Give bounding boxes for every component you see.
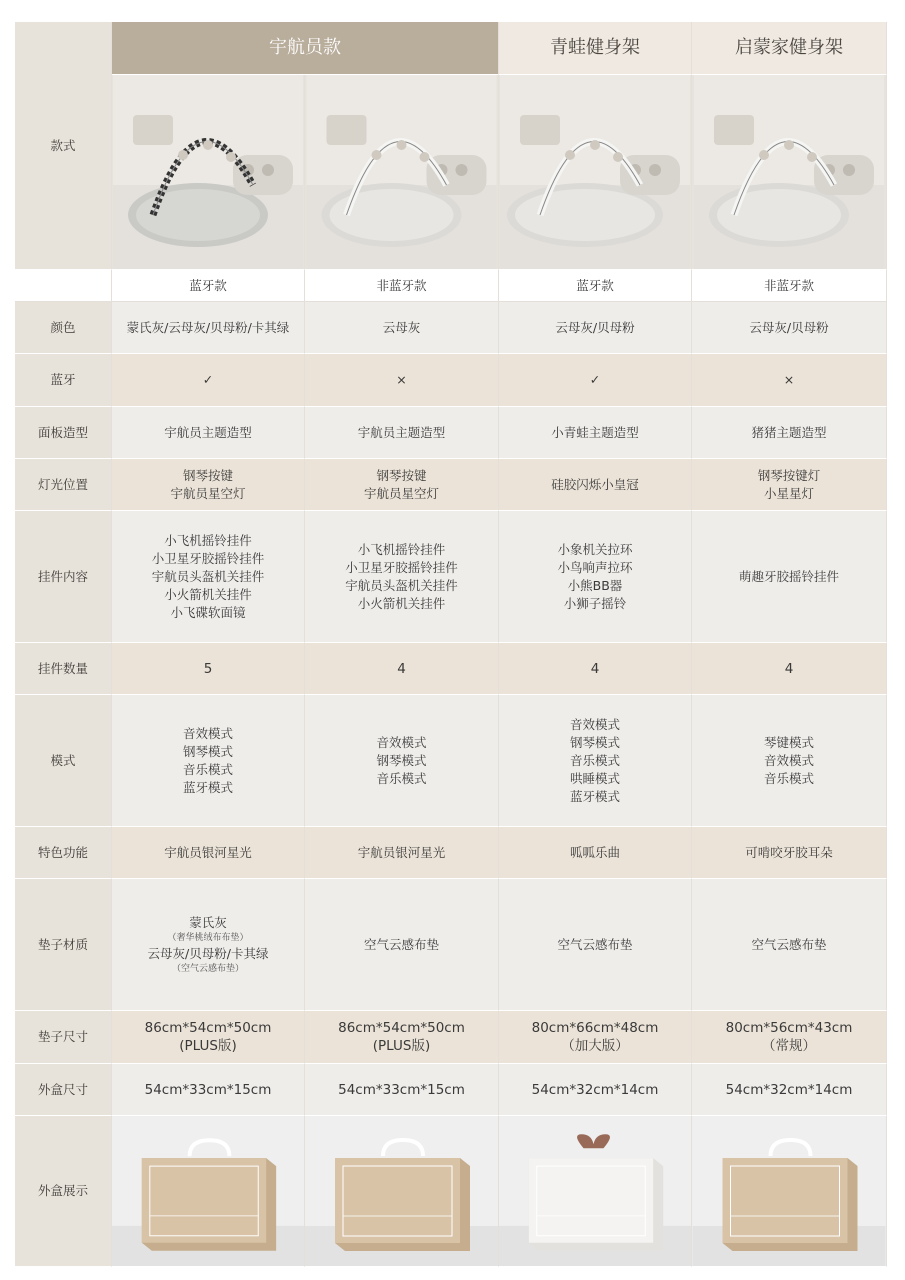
product-image-3 <box>499 75 692 270</box>
play-gym-illustration <box>112 75 304 270</box>
variant-text: 非蓝牙款 <box>763 277 814 293</box>
cell-text: 54cm*33cm*15cm <box>338 1081 465 1098</box>
cell-text: 宇航员银河星光 <box>164 844 252 860</box>
label-text: 灯光位置 <box>37 476 88 492</box>
light-cell <box>692 459 887 511</box>
cell-lines <box>364 936 439 954</box>
label-text: 外盒尺寸 <box>37 1081 88 1097</box>
color-cell <box>692 302 887 354</box>
color-cell <box>305 302 499 354</box>
feature-cell <box>112 827 305 879</box>
cell-lines <box>557 936 632 954</box>
cell-lines <box>345 541 458 613</box>
cell-text: 54cm*33cm*15cm <box>144 1081 272 1098</box>
bluetooth-cell <box>305 354 499 407</box>
label-text: 挂件数量 <box>37 660 88 676</box>
cell-line: 小火箭机关挂件 <box>164 586 252 602</box>
cell-text: 5 <box>203 660 213 677</box>
cell-line: 86cm*54cm*50cm <box>144 1020 272 1036</box>
toys-cell <box>499 511 692 643</box>
cell-line: 宇航员头盔机关挂件 <box>345 577 458 593</box>
cell-line: 小狮子摇铃 <box>563 595 627 611</box>
variant-text: 非蓝牙款 <box>376 277 427 293</box>
cell-text: 呱呱乐曲 <box>569 844 620 860</box>
play-gym-illustration <box>692 75 886 270</box>
play-gym-illustration <box>499 75 691 270</box>
toys-cell <box>305 511 499 643</box>
cell-line: 音乐模式 <box>376 770 427 786</box>
cell-text: 54cm*32cm*14cm <box>531 1081 659 1098</box>
variant-cell <box>305 270 499 302</box>
cell-line: 空气云感布垫 <box>363 936 439 952</box>
cell-lines <box>570 716 620 806</box>
cell-line: 80cm*66cm*48cm <box>531 1020 659 1036</box>
variant-cell <box>692 270 887 302</box>
light-cell <box>499 459 692 511</box>
row-label-mode <box>15 695 112 827</box>
cell-text: 云母灰/贝母粉 <box>749 319 829 335</box>
cell-lines <box>758 467 821 503</box>
cell-line: 宇航员头盔机关挂件 <box>151 568 265 584</box>
row-label-toy-count <box>15 643 112 695</box>
row-label-feature <box>15 827 112 879</box>
play-gym-illustration <box>305 75 498 270</box>
toy-count-cell <box>305 643 499 695</box>
cell-line: 小卫星牙胶摇铃挂件 <box>151 550 265 566</box>
cell-text: 小青蛙主题造型 <box>551 424 639 440</box>
mat-material-cell <box>692 879 887 1011</box>
cell-lines <box>148 914 269 976</box>
bluetooth-cell <box>112 354 305 407</box>
cell-text: 4 <box>590 660 600 677</box>
cell-lines <box>557 541 632 613</box>
label-text: 面板造型 <box>37 424 88 440</box>
cell-line: 小飞碟软面镜 <box>170 604 246 620</box>
cell-text: ✓ <box>202 372 214 387</box>
row-label-mat-material <box>15 879 112 1011</box>
cell-line: 音乐模式 <box>569 752 620 768</box>
cell-text: 4 <box>784 660 794 677</box>
color-cell <box>499 302 692 354</box>
row-label-box-size <box>15 1064 112 1116</box>
cell-line: 音效模式 <box>376 734 427 750</box>
panel-cell <box>112 407 305 459</box>
cell-text: 云母灰 <box>382 319 421 335</box>
cell-line: 音乐模式 <box>763 770 814 786</box>
light-cell <box>112 459 305 511</box>
cell-line: 小飞机摇铃挂件 <box>164 532 252 548</box>
mat-material-cell <box>499 879 692 1011</box>
cell-text: 蒙氏灰/云母灰/贝母粉/卡其绿 <box>126 319 290 335</box>
box-size-cell <box>692 1064 887 1116</box>
cell-lines <box>338 1019 465 1055</box>
cell-lines <box>751 936 826 954</box>
cell-line: （常规） <box>761 1038 816 1054</box>
cell-text: × <box>783 372 795 387</box>
cell-line: 钢琴按键灯 <box>757 467 821 483</box>
cell-text: 4 <box>397 660 406 677</box>
feature-cell <box>692 827 887 879</box>
row-label-toys <box>15 511 112 643</box>
box-image-4 <box>692 1116 887 1267</box>
cell-line: 云母灰/贝母粉/卡其绿 <box>147 945 269 961</box>
label-text: 外盒展示 <box>37 1183 88 1198</box>
cell-line: 小飞机摇铃挂件 <box>357 541 446 557</box>
label-text: 款式 <box>50 137 76 153</box>
variant-cell <box>499 270 692 302</box>
box-size-cell <box>112 1064 305 1116</box>
cell-line: 空气云感布垫 <box>751 936 827 952</box>
cell-line: (PLUS版) <box>372 1038 431 1054</box>
cell-line: 钢琴按键 <box>182 467 233 483</box>
cell-line: 小卫星牙胶摇铃挂件 <box>345 559 458 575</box>
header-frog <box>499 22 692 75</box>
gift-box-illustration <box>499 1116 691 1267</box>
header-text: 启蒙家健身架 <box>735 37 843 58</box>
cell-line: 小火箭机关挂件 <box>357 595 446 611</box>
cell-line: 硅胶闪烁小皇冠 <box>551 476 639 492</box>
cell-text: × <box>396 372 407 387</box>
cell-text: 宇航员主题造型 <box>164 424 252 440</box>
comparison-table <box>15 22 887 1267</box>
label-text: 蓝牙 <box>50 372 76 387</box>
row-label-light <box>15 459 112 511</box>
cell-lines <box>551 476 639 494</box>
cell-text: 54cm*32cm*14cm <box>725 1081 853 1098</box>
cell-lines <box>376 734 426 788</box>
variant-text: 蓝牙款 <box>189 277 227 293</box>
cell-line: 宇航员星空灯 <box>170 485 246 501</box>
label-text: 颜色 <box>50 319 76 335</box>
cell-lines <box>145 1019 272 1055</box>
toy-count-cell <box>499 643 692 695</box>
cell-lines <box>364 467 439 503</box>
box-size-cell <box>499 1064 692 1116</box>
toy-count-cell <box>112 643 305 695</box>
cell-line: 音效模式 <box>182 725 233 741</box>
cell-text: 宇航员主题造型 <box>357 424 446 440</box>
panel-cell <box>692 407 887 459</box>
cell-line: 小象机关拉环 <box>557 541 633 557</box>
product-image-1 <box>112 75 305 270</box>
variant-text: 蓝牙款 <box>576 277 614 293</box>
label-text: 挂件内容 <box>37 568 88 584</box>
row-label-panel <box>15 407 112 459</box>
cell-lines <box>726 1019 853 1055</box>
cell-lines <box>764 734 814 788</box>
bluetooth-cell <box>499 354 692 407</box>
row-label-box-show <box>15 1116 112 1267</box>
product-image-4 <box>692 75 887 270</box>
cell-line: 小鸟响声拉环 <box>557 559 633 575</box>
light-cell <box>305 459 499 511</box>
cell-text: 宇航员银河星光 <box>357 844 446 860</box>
mode-cell <box>692 695 887 827</box>
mat-size-cell <box>692 1011 887 1064</box>
mat-size-cell <box>305 1011 499 1064</box>
cell-text: 云母灰/贝母粉 <box>555 319 635 335</box>
mode-cell <box>499 695 692 827</box>
label-text: 模式 <box>50 752 76 768</box>
cell-line: 小熊BB器 <box>567 577 623 593</box>
cell-line: （空气云感布垫） <box>171 963 244 974</box>
toys-cell <box>112 511 305 643</box>
label-text: 垫子材质 <box>37 936 88 952</box>
panel-cell <box>305 407 499 459</box>
cell-lines <box>739 568 839 586</box>
toy-count-cell <box>692 643 887 695</box>
gift-box-illustration <box>305 1116 498 1267</box>
cell-line: 钢琴模式 <box>569 734 620 750</box>
cell-line: (PLUS版) <box>179 1038 237 1054</box>
cell-line: 86cm*54cm*50cm <box>338 1020 465 1036</box>
mode-cell <box>112 695 305 827</box>
cell-line: （加大版） <box>561 1038 629 1054</box>
row-label-variant-empty <box>15 270 112 302</box>
bluetooth-cell <box>692 354 887 407</box>
cell-text: 可啃咬牙胶耳朵 <box>745 844 833 860</box>
toys-cell <box>692 511 887 643</box>
cell-line: 音效模式 <box>569 716 620 732</box>
gift-box-illustration <box>692 1116 886 1267</box>
header-text: 宇航员款 <box>269 37 341 58</box>
cell-line: 音乐模式 <box>182 761 233 777</box>
row-label-color <box>15 302 112 354</box>
cell-lines <box>170 467 245 503</box>
box-image-3 <box>499 1116 692 1267</box>
cell-line: 钢琴模式 <box>376 752 427 768</box>
panel-cell <box>499 407 692 459</box>
cell-lines <box>532 1019 659 1055</box>
mat-material-cell <box>305 879 499 1011</box>
color-cell <box>112 302 305 354</box>
mat-size-cell <box>499 1011 692 1064</box>
box-image-2 <box>305 1116 499 1267</box>
header-text: 青蛙健身架 <box>550 37 640 58</box>
variant-cell <box>112 270 305 302</box>
row-label-mat-size <box>15 1011 112 1064</box>
cell-line: 音效模式 <box>763 752 814 768</box>
cell-line: 宇航员星空灯 <box>363 485 439 501</box>
feature-cell <box>305 827 499 879</box>
feature-cell <box>499 827 692 879</box>
gift-box-illustration <box>112 1116 304 1267</box>
cell-line: 蓝牙模式 <box>569 788 620 804</box>
cell-lines <box>183 725 233 797</box>
cell-line: 小星星灯 <box>763 485 814 501</box>
header-astronaut <box>112 22 499 75</box>
cell-line: 萌趣牙胶摇铃挂件 <box>738 568 839 584</box>
cell-lines <box>152 532 265 622</box>
row-label-bluetooth <box>15 354 112 407</box>
cell-line: 钢琴模式 <box>182 743 233 759</box>
cell-line: 蓝牙模式 <box>182 779 233 795</box>
mat-size-cell <box>112 1011 305 1064</box>
cell-line: 钢琴按键 <box>376 467 427 483</box>
cell-line: 空气云感布垫 <box>557 936 633 952</box>
box-size-cell <box>305 1064 499 1116</box>
cell-text: ✓ <box>589 372 601 387</box>
mode-cell <box>305 695 499 827</box>
cell-line: （奢华桃绒布布垫） <box>167 932 249 943</box>
label-text: 特色功能 <box>37 844 88 860</box>
cell-line: 蒙氏灰 <box>189 914 227 930</box>
row-label-style <box>15 22 112 270</box>
cell-line: 80cm*56cm*43cm <box>725 1020 853 1036</box>
box-image-1 <box>112 1116 305 1267</box>
cell-text: 猪猪主题造型 <box>751 424 827 440</box>
cell-line: 琴键模式 <box>763 734 814 750</box>
cell-line: 哄睡模式 <box>569 770 620 786</box>
header-enlighten <box>692 22 887 75</box>
label-text: 垫子尺寸 <box>37 1029 88 1044</box>
product-image-2 <box>305 75 499 270</box>
mat-material-cell <box>112 879 305 1011</box>
